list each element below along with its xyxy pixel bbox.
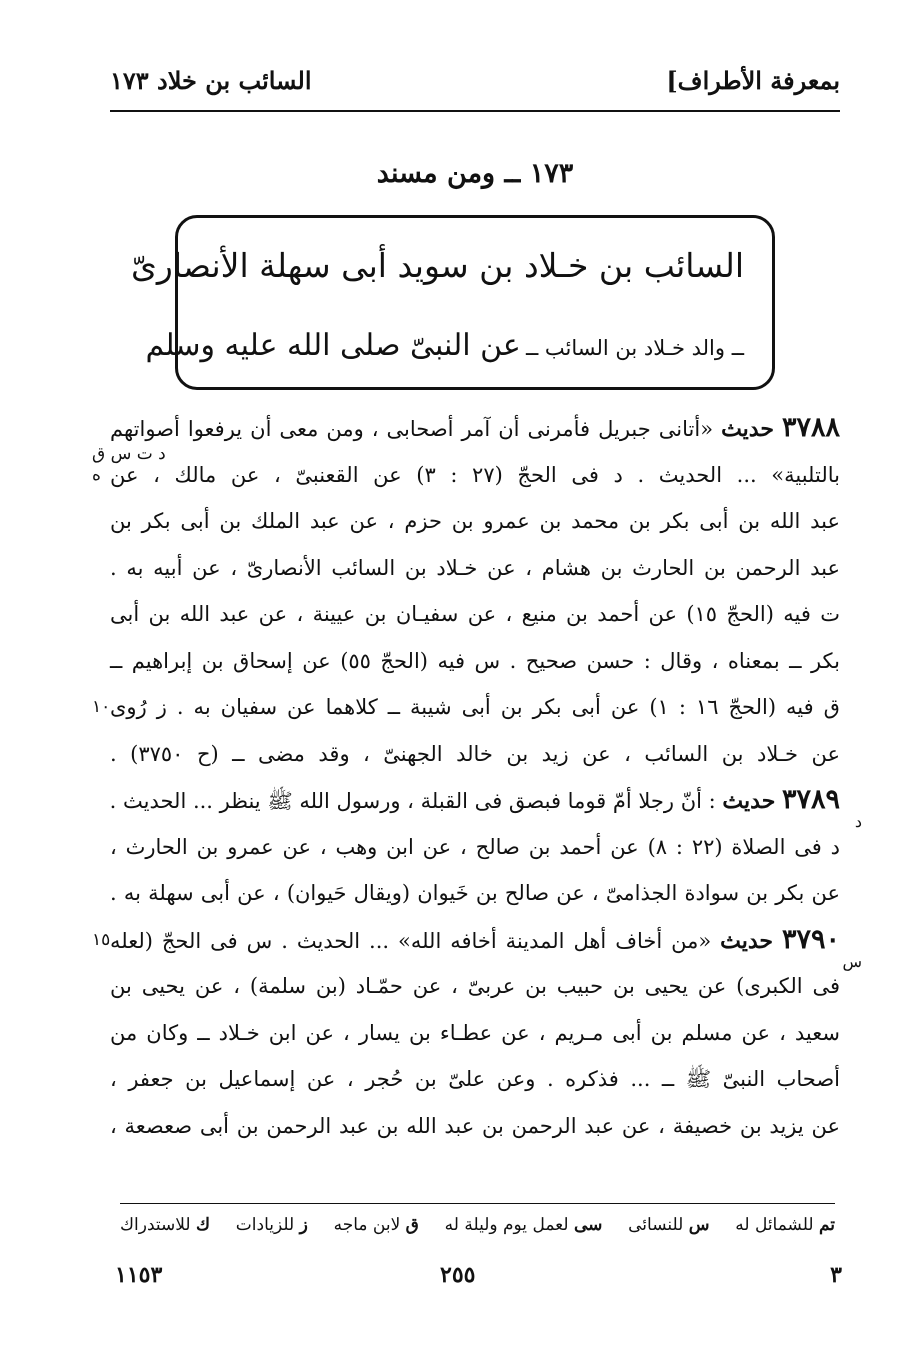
running-head-section: السائب بن خلاد ١٧٣ (110, 66, 312, 95)
narrator-name-box (131, 215, 775, 390)
volume-number: ٣ (830, 1262, 842, 1288)
text-line (92, 405, 840, 464)
hadith-number: ٣٧٨٩ (781, 784, 840, 815)
abbrev-item: ز للزيادات (235, 1215, 308, 1235)
header-rule (110, 110, 840, 112)
hadith-number: ٣٧٩٠ (781, 923, 840, 955)
hadith-label: حديث (722, 788, 776, 814)
abbrev-item: س للنسائى (628, 1215, 710, 1235)
line-text: «أتانى جبريل فأمرنى أن آمر أصحابى ، ومن معى أن يرفعوا أصواتهم (110, 417, 714, 441)
line-text: د فى الصلاة (٢٢ : ٨) عن أحمد بن صالح ، عن ابن وهب ، عن عمرو بن الحارث ، (110, 834, 840, 859)
text-line (110, 1056, 840, 1103)
text-line (110, 1103, 840, 1150)
text-line (110, 498, 840, 545)
line-text: عبد الرحمن بن الحارث بن هشام ، عن خـلاد بن السائب الأنصارىّ ، عن أبيه به . (110, 555, 840, 580)
narrator-attribution: عن النبىّ صلى الله عليه وسلم (145, 328, 521, 363)
line-text: : أنّ رجلا أمّ قوما فبصق فى القبلة ، ورسول الله ﷺ ينظر ... الحديث . (109, 789, 716, 813)
margin-mark: ه (92, 464, 101, 485)
abbreviation-key (120, 1215, 835, 1235)
total-page-number: ١١٥٣ (115, 1262, 163, 1288)
text-line (110, 870, 840, 917)
margin-line-number: ١٠ (92, 697, 111, 717)
text-line (109, 777, 862, 831)
body-text (92, 405, 862, 1149)
text-line (110, 591, 840, 638)
abbrev-item: سى لعمل يوم وليلة له (444, 1215, 603, 1235)
line-text: عبد الله بن أبى بكر بن محمد بن عمرو بن حزم ، عن عبد الملك بن أبى بكر بن (110, 509, 840, 533)
line-text: فى الكبرى) عن يحيى بن حبيب بن عربىّ ، عن حمّـاد (بن سلمة) ، عن يحيى بن (110, 974, 840, 998)
margin-line-number: ١٥ (92, 929, 111, 950)
margin-sigla: س (842, 951, 862, 971)
line-text: «من أخاف أهل المدينة أخافه الله» ... الحديث . س فى الحجّ (لعله (110, 928, 712, 953)
narrator-name: السائب بن خـلاد بن سويد أبى سهلة الأنصارىّ (131, 246, 744, 285)
hadith-label: حديث (721, 416, 774, 442)
line-text: سعيد ، عن مسلم بن أبى مـريم ، عن عطـاء بن يسار ، عن ابن خـلاد ــ وكان من (110, 1020, 840, 1045)
margin-sigla: د ت س ق (92, 444, 166, 464)
section-title: ١٧٣ ــ ومن مسند (376, 158, 574, 189)
page-number: ٢٥٥ (440, 1262, 476, 1288)
footer-rule (120, 1203, 835, 1204)
margin-sigla: د (854, 812, 862, 831)
running-head-title: بمعرفة الأطراف] (666, 66, 840, 95)
abbrev-item: تم للشمائل له (735, 1215, 835, 1235)
text-line (92, 684, 840, 731)
text-line (110, 963, 840, 1010)
text-line (110, 638, 840, 685)
text-line (110, 545, 840, 592)
narrator-subtitle (145, 328, 744, 363)
abbrev-item: ق لابن ماجه (333, 1215, 419, 1235)
line-text: عن خـلاد بن السائب ، عن زيد بن خالد الجهنىّ ، وقد مضى ــ (ح ٣٧٥٠) . (110, 741, 840, 766)
abbrev-item: ك للاستدراك (120, 1215, 211, 1235)
line-text: أصحاب النبىّ ﷺ ــ ... فذكره . وعن علىّ بن حُجر ، عن إسماعيل بن جعفر ، (110, 1067, 840, 1091)
hadith-label: حديث (720, 927, 774, 954)
running-head (110, 60, 840, 110)
text-line (110, 731, 840, 778)
text-line (110, 824, 840, 871)
line-text: عن يزيد بن خصيفة ، عن عبد الرحمن بن عبد الله بن عبد الرحمن بن أبى صعصعة ، (110, 1113, 840, 1138)
line-text: عن بكر بن سوادة الجذامىّ ، عن صالح بن خَيوان (ويقال حَيوان) ، عن أبى سهلة به . (110, 881, 840, 905)
text-line (110, 1010, 840, 1057)
text-line (92, 917, 862, 971)
line-text: ق فيه (الحجّ ١٦ : ١) عن أبى بكر بن أبى شيبة ــ كلاهما عن سفيان به . ز رُوى (110, 695, 840, 719)
narrator-relation: ــ والد خـلاد بن السائب ــ (525, 336, 744, 360)
line-text: بكر ــ بمعناه ، وقال : حسن صحيح . س فيه (الحجّ ٥٥) عن إسحاق بن إبراهيم ــ (110, 648, 840, 673)
line-text: ت فيه (الحجّ ١٥) عن أحمد بن منيع ، عن سفيـان بن عيينة ، عن عبد الله بن أبى (110, 602, 840, 626)
line-text: بالتلبية» ... الحديث . د فى الحجّ (٢٧ : ٣) عن القعنبىّ ، عن مالك ، عن (110, 462, 840, 487)
hadith-number: ٣٧٨٨ (781, 412, 840, 443)
